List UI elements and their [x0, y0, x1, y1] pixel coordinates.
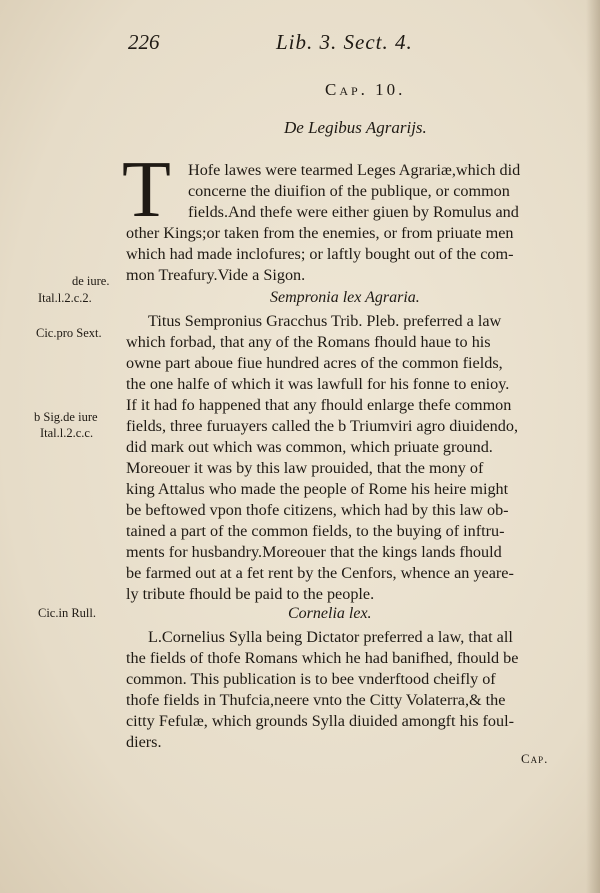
chapter-title: De Legibus Agrarijs. [284, 118, 427, 137]
margin-note: Ital.l.2.c.2. [38, 291, 92, 305]
text-line: ly tribute fhould be paid to the people. [126, 585, 375, 603]
text-line: tained a part of the common fields, to the buying of inftru- [126, 522, 505, 540]
text-line: common. This publication is to bee vnderftood cheifly of [126, 670, 496, 688]
text-line: be beftowed vpon thofe citizens, which had by this law ob- [126, 501, 509, 519]
catchword: Cap. [521, 751, 549, 766]
margin-note: de iure. [72, 274, 110, 288]
text-line: concerne the diuifion of the publique, or common [188, 182, 510, 200]
margin-note: Ital.l.2.c.c. [40, 426, 94, 440]
margin-note: b Sig.de iure [34, 410, 98, 424]
text-line: If it had fo happened that any fhould enlarge thefe common [126, 396, 512, 414]
margin-note: Cic.in Rull. [38, 606, 96, 620]
running-head: Lib. 3. Sect. 4. [276, 30, 413, 54]
text-line: Moreouer it was by this law prouided, that the mony of [126, 459, 484, 477]
text-line: king Attalus who made the people of Rome his heire might [126, 480, 509, 498]
text-line: the fields of thofe Romans which he had banifhed, fhould be [126, 649, 519, 667]
text-line: fields, three furuayers called the b Triumviri agro diuidendo, [126, 417, 519, 435]
page-number: 226 [128, 30, 160, 54]
text-line: L.Cornelius Sylla being Dictator preferred a law, that all [148, 628, 513, 646]
chapter-label: Cap. 10. [325, 80, 406, 99]
text-line: which forbad, that any of the Romans fhould haue to his [126, 333, 491, 351]
text-line: ments for husbandry.Moreouer that the kings lands fhould [126, 543, 502, 561]
page-gutter-shadow [586, 0, 600, 893]
text-line: Titus Sempronius Gracchus Trib. Pleb. preferred a law [148, 312, 502, 330]
text-line: the one halfe of which it was lawfull for his fonne to enioy. [126, 375, 510, 393]
text-line: thofe fields in Thufcia,neere vnto the Citty Volaterra,& the [126, 691, 506, 709]
text-line: owne part aboue fiue hundred acres of the common fields, [126, 354, 503, 372]
text-line: other Kings;or taken from the enemies, or from priuate men [126, 224, 514, 242]
text-line: be farmed out at a fet rent by the Cenfors, whence an yeare- [126, 564, 514, 582]
text-line: did mark out which was common, which priuate ground. [126, 438, 493, 456]
text-line: citty Fefulæ, which grounds Sylla diuided amongft his foul- [126, 712, 515, 730]
text-line: mon Treafury.Vide a Sigon. [126, 266, 306, 284]
drop-cap: T [122, 146, 171, 234]
margin-note: Cic.pro Sext. [36, 326, 102, 340]
text-line: which had made inclofures; or laftly bought out of the com- [126, 245, 514, 263]
section-heading-sempronia: Sempronia lex Agraria. [270, 289, 420, 306]
text-line: diers. [126, 733, 162, 751]
text-line: fields.And thefe were either giuen by Romulus and [188, 203, 519, 221]
text-line: Hofe lawes were tearmed Leges Agrariæ,which did [188, 161, 521, 179]
section-heading-cornelia: Cornelia lex. [288, 605, 372, 622]
